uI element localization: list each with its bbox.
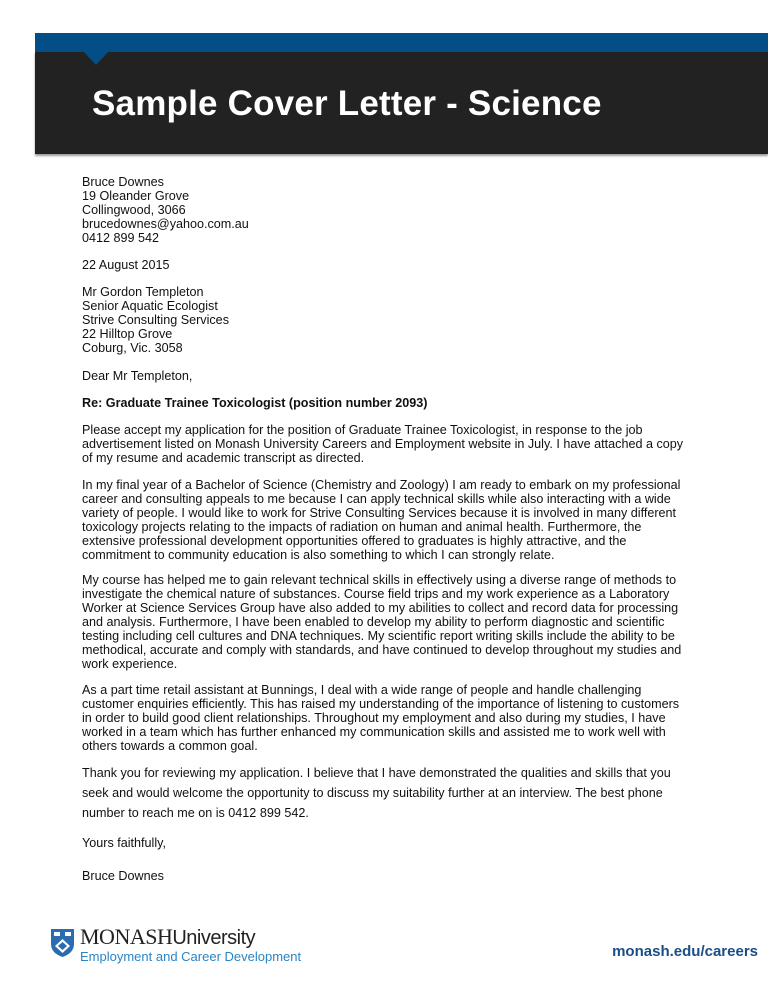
text-line: investigate the chemical nature of substances. Course field trips and my work experience as a Laboratory [82,587,670,601]
header-accent-bar [35,33,768,52]
recipient-name: Mr Gordon Templeton [82,285,204,299]
text-line: and analysis. Furthermore, I have been enabled to develop my ability to perform diagnostic and scientific [82,615,665,629]
text-line: methodical, accurate and comply with standards, and have continued to develop throughout my studies and [82,643,682,657]
text-line: advertisement listed on Monash University Careers and Employment website in July. I have attached a copy [82,437,684,451]
text-line: seek and would welcome the opportunity to discuss my suitability further at an interview. The best phone [82,786,663,800]
text-line: in order to build good client relationships. Throughout my employment and also during my studies, I have [82,711,666,725]
paragraph-2 [82,478,688,562]
text-line: Thank you for reviewing my application. I believe that I have demonstrated the qualities and skills that you [82,766,671,780]
careers-url-link[interactable]: monash.edu/careers [612,943,758,960]
paragraph-1 [82,423,688,465]
text-line: work experience. [82,657,178,671]
text-line: number to reach me on is 0412 899 542. [82,806,309,820]
sender-street: 19 Oleander Grove [82,189,190,203]
text-line: In my final year of a Bachelor of Science (Chemistry and Zoology) I am ready to embark on my professional [82,478,681,492]
text-line: career and consulting appeals to me because I can apply technical skills while also interacting with a wide [82,492,671,506]
text-line: toxicology projects relating to the impacts of radiation on human and animal health. Furthermore, the [82,520,642,534]
logo-wordmark [80,924,255,950]
text-line: My course has helped me to gain relevant technical skills in effectively using a diverse range of methods to [82,573,677,587]
closing: Yours faithfully, [82,836,167,850]
text-line: extensive professional development opportunities offered to graduates is highly attractive, and the [82,534,627,548]
header-notch [84,52,108,65]
page-title: Sample Cover Letter - Science [92,84,602,123]
monash-crest-icon [50,928,75,958]
text-line: others towards a common goal. [82,739,258,753]
sender-address [82,175,688,245]
text-line: testing including cell cultures and DNA techniques. My scientific report writing skills include the ability to be [82,629,675,643]
logo-subline: Employment and Career Development [80,949,302,964]
letter-date: 22 August 2015 [82,258,170,272]
sender-suburb: Collingwood, 3066 [82,203,186,217]
text-line: of my resume and academic transcript as directed. [82,451,365,465]
text-line: commitment to community education is also something to which I can strongly relate. [82,548,555,562]
text-line: worked in a team which has further enhanced my communication skills and assisted me to work well with [82,725,666,739]
sender-name: Bruce Downes [82,175,164,189]
recipient-address [82,285,688,355]
paragraph-5 [82,763,688,823]
paragraph-3 [82,573,688,671]
sender-email: brucedownes@yahoo.com.au [82,217,249,231]
text-line: As a part time retail assistant at Bunnings, I deal with a wide range of people and handle challenging [82,683,642,697]
logo-monash: MONASH [80,924,173,949]
recipient-company: Strive Consulting Services [82,313,229,327]
text-line: Please accept my application for the position of Graduate Trainee Toxicologist, in response to the job [82,423,643,437]
subject-line: Re: Graduate Trainee Toxicologist (position number 2093) [82,396,428,410]
logo-university: University [172,927,256,949]
signature-name: Bruce Downes [82,869,164,883]
text-line: Worker at Science Services Group have also added to my abilities to collect and record data for processing [82,601,679,615]
recipient-suburb: Coburg, Vic. 3058 [82,341,183,355]
recipient-street: 22 Hilltop Grove [82,327,173,341]
salutation: Dear Mr Templeton, [82,369,193,383]
sender-phone: 0412 899 542 [82,231,160,245]
text-line: variety of people. I would like to work for Strive Consulting Services because it is involved in many different [82,506,677,520]
text-line: customer enquiries efficiently. This has raised my understanding of the importance of listening to customers [82,697,680,711]
recipient-title: Senior Aquatic Ecologist [82,299,218,313]
paragraph-4 [82,683,688,753]
